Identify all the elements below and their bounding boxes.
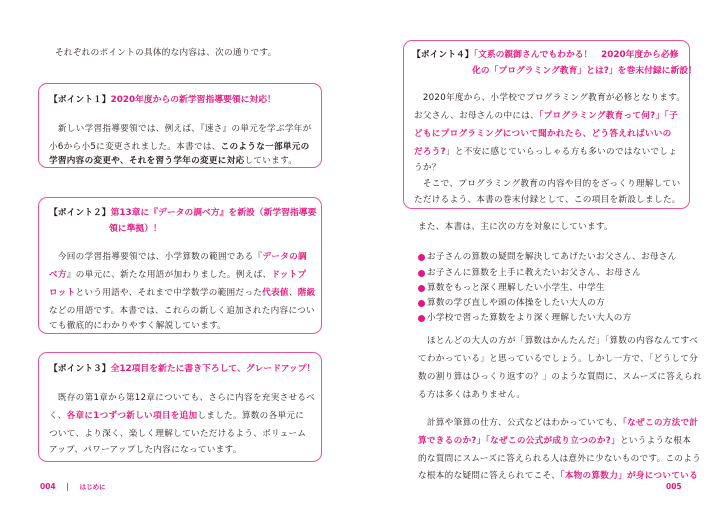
para2-line-2: 算できるのか?」「なぜこの公式が成り立つのか?」というような根本 [418,436,692,446]
point-2-heading [49,205,316,222]
target-item: 算数の学び直しや頭の体操をしたい大人の方 [418,294,605,313]
point-4-line-4: だろう?」と不安に感じていらっしゃる方も多いのではないでしょ [414,147,678,157]
point-4-heading [412,47,678,64]
para1-line-2: てわかっている」と思っているでしょう。しかし一方で、「どうして分 [418,354,699,364]
point-3-line-2: く、各章に1つずつ新しい項目を追加しました。算数の各単元に [49,411,305,421]
page-number-right: 005 [666,482,682,491]
bullet-icon [418,300,425,307]
point-4-line-3: どもにプログラミングについて聞かれたら、どう答えればいいの [414,129,672,139]
bullet-icon [418,315,425,322]
point-4-line-2: お父さん、お母さんの中には、「プログラミング教育って何?」「子 [414,111,678,121]
point-1-label: 【ポイント１】 [49,95,111,105]
para2-line-1: 計算や筆算の仕方、公式などはわかっていても、「なぜこの方法で計 [418,418,699,428]
point-3-box [38,352,322,462]
point-2-line-2: べ方』の単元に、新たな用語が加わりました。例えば、ドットプ [49,270,307,280]
point-2-line-5: ても徹底的にわかりやすく解説しています。 [49,321,227,331]
point-3-line-1: 既存の第1章から第12章についても、さらに内容を充実させるべ [49,393,316,403]
point-1-line-2: 小6から小5に変更されました。本書では、このような一部単元の [49,142,310,152]
para2-line-3: 的な質問にスムーズに答えられる人は意外に少ないものです。このよう [418,454,702,464]
target-intro: また、本書は、主に次の方を対象にしています。 [418,222,613,232]
point-4-title-line-1: 「文系の親御さんでもわかる！ 2020年度から必修 [473,50,679,60]
point-2-line-3: ロットという用語や、それまで中学数学の範囲だった代表値、階級 [49,288,316,298]
target-item: お子さんに算数を上手に教えたいお父さん、お母さん [418,264,641,283]
point-3-heading [49,361,315,378]
para2-line-4: な根本的な疑問に答えられてこそ、「本物の算数力」が身についている [418,471,698,481]
point-1-line-1: 新しい学習指導要領では、例えば、『速さ』の単元を学ぶ学年が [49,124,312,134]
folio-separator: | [66,482,70,491]
target-item: 小学校で習った算数をより深く理解したい大人の方 [418,309,632,328]
point-1-title: 2020年度からの新学習指導要領に対応！ [110,95,276,105]
intro-text: それぞれのポイントの具体的な内容は、次の通りです。 [55,48,277,58]
left-folio [40,482,106,491]
target-item: 算数をもっと深く理解したい小学生、中学生 [418,279,605,298]
point-2-box [38,197,322,334]
point-1-line-3: 学習内容の変更や、それを習う学年の変更に対応しています。 [49,156,298,166]
point-1-heading [49,92,276,109]
point-2-title-line-2: 領に準拠）！ [109,224,162,234]
page-number-left: 004 [40,482,56,491]
point-2-line-1: 今回の学習指導要領では、小学算数の範囲である『データの調 [49,252,307,262]
point-4-line-6: そこで、プログラミング教育の内容や目的をざっくり理解してい [414,179,681,189]
section-name: はじめに [79,483,106,491]
point-4-line-7: ただけるよう、本書の巻末付録として、この項目を新設しました。 [414,195,681,205]
point-3-label: 【ポイント３】 [49,364,111,374]
point-3-title: 全12項目を新たに書き下ろして、グレードアップ！ [110,364,316,374]
para1-line-3: 数の割り算はひっくり返すの？」のような質問に、スムーズに答えられ [418,372,702,382]
bullet-icon [418,254,425,261]
point-4-box [403,40,697,209]
right-folio [666,482,682,491]
point-2-line-4: などの用語です。本書では、これらの新しく追加された内容につい [49,306,315,316]
bullet-icon [418,285,425,292]
point-2-title-line-1: 第13章に『データの調べ方』を新設（新学習指導要 [110,208,317,218]
para1-line-4: る方は多くはありません。 [418,390,526,400]
bullet-icon [418,270,425,277]
point-2-label: 【ポイント２】 [49,208,111,218]
point-4-line-1: 2020年度から、小学校でプログラミング教育が必修となります。 [414,93,686,103]
point-4-label: 【ポイント４】 [412,50,474,60]
point-1-box [38,83,322,168]
point-3-line-4: アップ、パワーアップした内容になっています。 [49,445,242,455]
point-3-line-3: ついて、より深く、楽しく理解していただけるよう、ボリューム [49,429,307,439]
point-4-title-line-2: 化の「プログラミング教育」とは?」を巻末付録に新設！ [472,66,697,76]
para1-line-1: ほとんどの大人の方が「算数はかんたんだ」「算数の内容なんてすべ [418,336,699,346]
right-page [360,0,720,512]
point-4-line-5: うか？ [414,163,441,173]
target-item: お子さんの算数の疑問を解決してあげたいお父さん、お母さん [418,248,677,267]
